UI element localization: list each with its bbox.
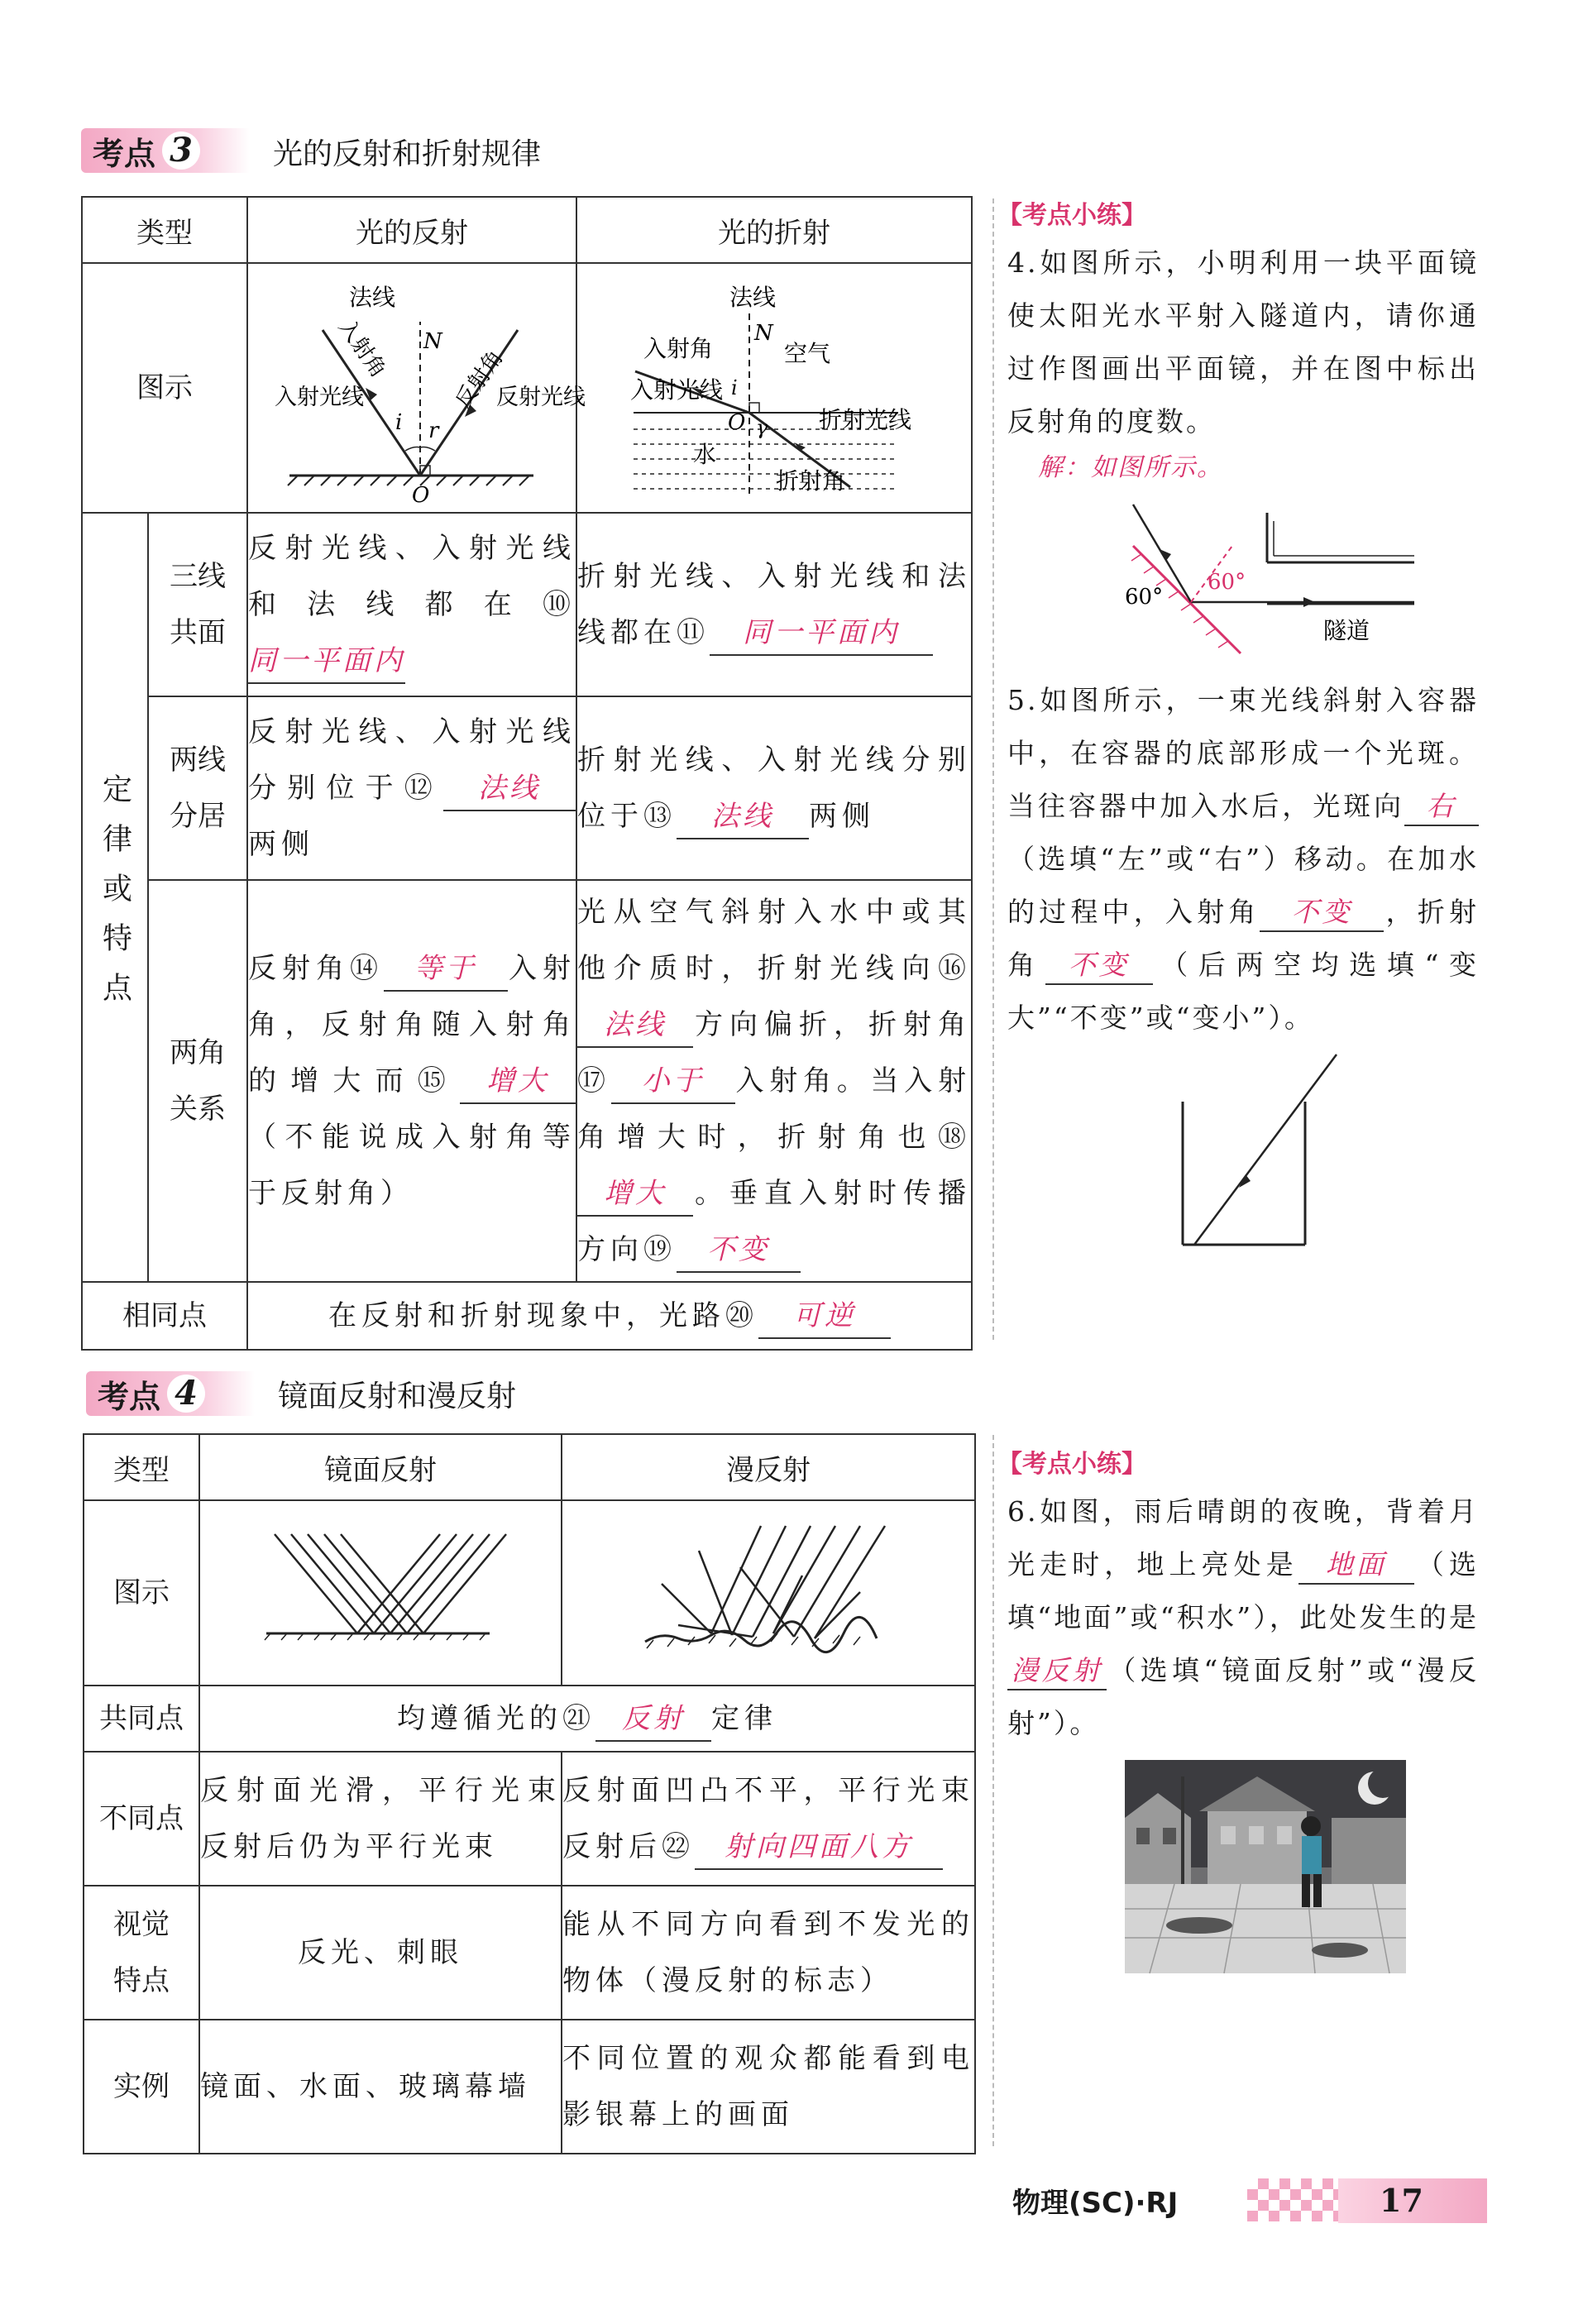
diffuse-diagram-cell	[562, 1500, 975, 1686]
refraction-refract-angle-label: 折射角	[776, 467, 846, 495]
question-5-mid2: ，折射角	[1007, 896, 1480, 981]
visual-diffuse: 能从不同方向看到不发光的物体（漫反射的标志）	[562, 1886, 975, 2020]
common-4-pre: 均遵循光的㉑	[397, 1702, 595, 1735]
row-label-law: 定律或特点	[98, 773, 132, 1021]
example-diffuse: 不同位置的观众都能看到电影银幕上的画面	[562, 2020, 975, 2154]
answer-15: 增大	[460, 1059, 576, 1104]
common-cell-4	[199, 1686, 975, 1752]
section4-title: 镜面反射和漫反射	[278, 1380, 517, 1413]
mirror-diffuse-table	[83, 1433, 976, 2154]
two-sides-reflect	[247, 696, 576, 880]
row-label-diagram-4: 图示	[84, 1500, 199, 1686]
row-label-common: 相同点	[82, 1282, 247, 1350]
two-sides-refract-post: 两侧	[809, 800, 875, 833]
answer-19: 不变	[677, 1228, 801, 1273]
visual-mirror: 反光、刺眼	[199, 1886, 562, 2020]
question-6	[1007, 1485, 1479, 1750]
diff-diffuse-text: 反射面凹凸不平，平行光束反射后㉒	[562, 1774, 974, 1863]
section4-badge-label: 考点	[98, 1378, 161, 1415]
diff-diffuse	[562, 1752, 975, 1886]
angles-label: 两角关系	[170, 1036, 226, 1126]
question-4-tunnel-label: 隧道	[1323, 617, 1370, 644]
angles-reflect-p1: 反射角⑭	[248, 952, 384, 985]
practice3-tag: 【考点小练】	[997, 201, 1146, 230]
reflection-reflect-ray-label: 反射光线	[496, 385, 586, 410]
reflection-normal-label: 法线	[349, 284, 396, 311]
refraction-refract-ray-label: 折射光线	[819, 406, 912, 433]
reflection-diagram	[248, 264, 586, 509]
question-5-container-figure	[1166, 1050, 1348, 1257]
question-6-pre: 6.如图，雨后晴朗的夜晚，背着月光走时，地上亮处是	[1007, 1495, 1479, 1580]
common-cell	[247, 1282, 972, 1350]
night-scene-illustration	[1125, 1760, 1406, 1973]
question-5-answer-2: 不变	[1260, 894, 1384, 932]
question-5-mid: （选填“左”或“右”）移动。在加水的过程中，入射角	[1007, 843, 1479, 928]
column-divider-bottom	[992, 1435, 994, 2146]
two-sides-reflect-post: 两侧	[248, 828, 314, 861]
same-plane-reflect-text: 反射光线、入射光线和法线都在⑩	[248, 532, 576, 621]
angles-refract	[576, 880, 972, 1282]
column-divider-top	[992, 198, 994, 1340]
refraction-O-label: O	[728, 410, 746, 435]
answer-13: 法线	[677, 795, 809, 839]
header-reflection: 光的反射	[247, 197, 576, 263]
header-refraction: 光的折射	[576, 197, 972, 263]
question-5	[1007, 674, 1479, 1045]
row-label-diff: 不同点	[84, 1752, 199, 1886]
refraction-diagram	[577, 264, 971, 509]
header-mirror: 镜面反射	[199, 1434, 562, 1500]
row-label-law-cell	[82, 513, 148, 1282]
row-label-same-plane	[148, 513, 247, 696]
question-5-answer-1: 右	[1404, 788, 1479, 826]
reflection-reflect-angle-label: 反射角	[451, 346, 509, 414]
refraction-gamma-label: γ	[756, 416, 768, 439]
same-plane-refract-text: 折射光线、入射光线和法线都在⑪	[577, 560, 971, 649]
refraction-i-label: i	[731, 376, 738, 399]
header-diffuse: 漫反射	[562, 1434, 975, 1500]
refraction-incident-angle-label: 入射角	[643, 335, 714, 362]
mirror-diagram-cell	[199, 1500, 562, 1686]
section3-badge-number: 3	[162, 132, 200, 170]
two-sides-reflect-text: 反射光线、入射光线分别位于⑫	[248, 715, 576, 805]
answer-22: 射向四面八方	[695, 1825, 943, 1870]
two-sides-refract	[576, 696, 972, 880]
row-label-diagram: 图示	[82, 263, 247, 513]
question-5-post: （后两空均选填“变大”“不变”或“变小”）。	[1007, 949, 1480, 1034]
angles-refract-p1: 光从空气斜射入水中或其他介质时，折射光线向⑯	[577, 896, 971, 985]
row-label-angles	[148, 880, 247, 1282]
question-4-angle-1: 60°	[1125, 585, 1164, 610]
angles-reflect-p3: （不能说成入射角等于反射角）	[248, 1121, 576, 1210]
row-label-two-sides	[148, 696, 247, 880]
question-6-post: （选填“镜面反射”或“漫反射”）。	[1007, 1654, 1479, 1739]
visual-label: 视觉特点	[113, 1908, 170, 1997]
reflection-N-label: N	[423, 329, 442, 354]
footer-subject: 物理(SC)·RJ	[1012, 2187, 1179, 2220]
same-plane-refract	[576, 513, 972, 696]
answer-12: 法线	[443, 767, 576, 811]
refraction-diagram-cell	[576, 263, 972, 513]
row-label-common-4: 共同点	[84, 1686, 199, 1752]
section3-badge-label: 考点	[93, 135, 156, 172]
angles-reflect	[247, 880, 576, 1282]
row-label-example: 实例	[84, 2020, 199, 2154]
mirror-reflection-diagram	[200, 1501, 561, 1681]
answer-10: 同一平面内	[248, 639, 405, 684]
answer-20: 可逆	[758, 1294, 891, 1339]
question-4: 4.如图所示，小明利用一块平面镜使太阳光水平射入隧道内，请你通过作图画出平面镜，并在图中标出反射角的度数。	[1007, 246, 1479, 438]
answer-16: 法线	[577, 1003, 693, 1048]
answer-14: 等于	[384, 947, 508, 992]
answer-18: 增大	[577, 1172, 693, 1217]
question-6-mid: （选填“地面”或“积水”），此处发生的是	[1007, 1548, 1480, 1633]
refraction-air-label: 空气	[784, 340, 831, 367]
same-plane-label: 三线共面	[170, 560, 226, 649]
answer-21: 反射	[595, 1697, 711, 1742]
angles-reflect-p2: 入射角，反射角随入射角的增大而⑮	[248, 952, 576, 1097]
refraction-N-label: N	[754, 321, 773, 346]
angles-refract-p2: 方向偏折，折射角⑰	[577, 1008, 971, 1097]
row-label-visual	[84, 1886, 199, 2020]
reflection-diagram-cell	[247, 263, 586, 513]
common-4-post: 定律	[711, 1702, 777, 1735]
answer-17: 小于	[611, 1059, 735, 1104]
refraction-normal-label: 法线	[729, 284, 777, 311]
question-4-angle-2: 60°	[1208, 570, 1246, 595]
question-4-answer: 解：如图所示。	[1038, 453, 1223, 482]
reflection-incident-angle-label: 入射角	[333, 315, 391, 383]
section3-title: 光的反射和折射规律	[273, 137, 542, 171]
same-plane-reflect	[247, 513, 576, 696]
refraction-water-label: 水	[693, 441, 717, 468]
example-mirror: 镜面、水面、玻璃幕墙	[199, 2020, 562, 2154]
reflection-i-label: i	[395, 410, 403, 435]
two-sides-label: 两线分居	[170, 744, 226, 833]
question-5-answer-3: 不变	[1045, 947, 1153, 985]
reflection-O-label: O	[412, 483, 430, 508]
reflection-refraction-table	[81, 196, 973, 1351]
header-type: 类型	[82, 197, 247, 263]
section4-badge	[86, 1371, 255, 1416]
common-text: 在反射和折射现象中，光路⑳	[328, 1299, 758, 1332]
question-6-answer-1: 地面	[1298, 1547, 1414, 1585]
section4-badge-number: 4	[167, 1375, 205, 1413]
section3-badge	[81, 128, 250, 173]
angles-refract-p4: 。垂直入射时传播方向⑲	[577, 1177, 971, 1266]
footer-bar	[1007, 2175, 1487, 2225]
question-6-answer-2: 漫反射	[1007, 1652, 1107, 1690]
question-5-pre: 5.如图所示，一束光线斜射入容器中，在容器的底部形成一个光斑。当往容器中加入水后，光斑向	[1007, 684, 1479, 822]
refraction-incident-ray-label: 入射光线	[630, 376, 724, 404]
diffuse-reflection-diagram	[562, 1501, 974, 1681]
practice4-tag: 【考点小练】	[997, 1450, 1146, 1479]
two-sides-refract-text: 折射光线、入射光线分别位于⑬	[577, 744, 971, 833]
footer-checker-pattern	[1247, 2178, 1338, 2221]
footer-page-number: 17	[1380, 2182, 1423, 2219]
answer-11: 同一平面内	[710, 611, 933, 656]
angles-refract-p3: 入射角。当入射角增大时，折射角也⑱	[577, 1064, 971, 1154]
diff-mirror: 反射面光滑，平行光束反射后仍为平行光束	[199, 1752, 562, 1886]
reflection-r-label: r	[428, 418, 439, 443]
reflection-incident-ray-label: 入射光线	[275, 385, 364, 410]
header-type-4: 类型	[84, 1434, 199, 1500]
question-4-figure	[1083, 496, 1447, 662]
footer-page-box	[1338, 2178, 1487, 2223]
